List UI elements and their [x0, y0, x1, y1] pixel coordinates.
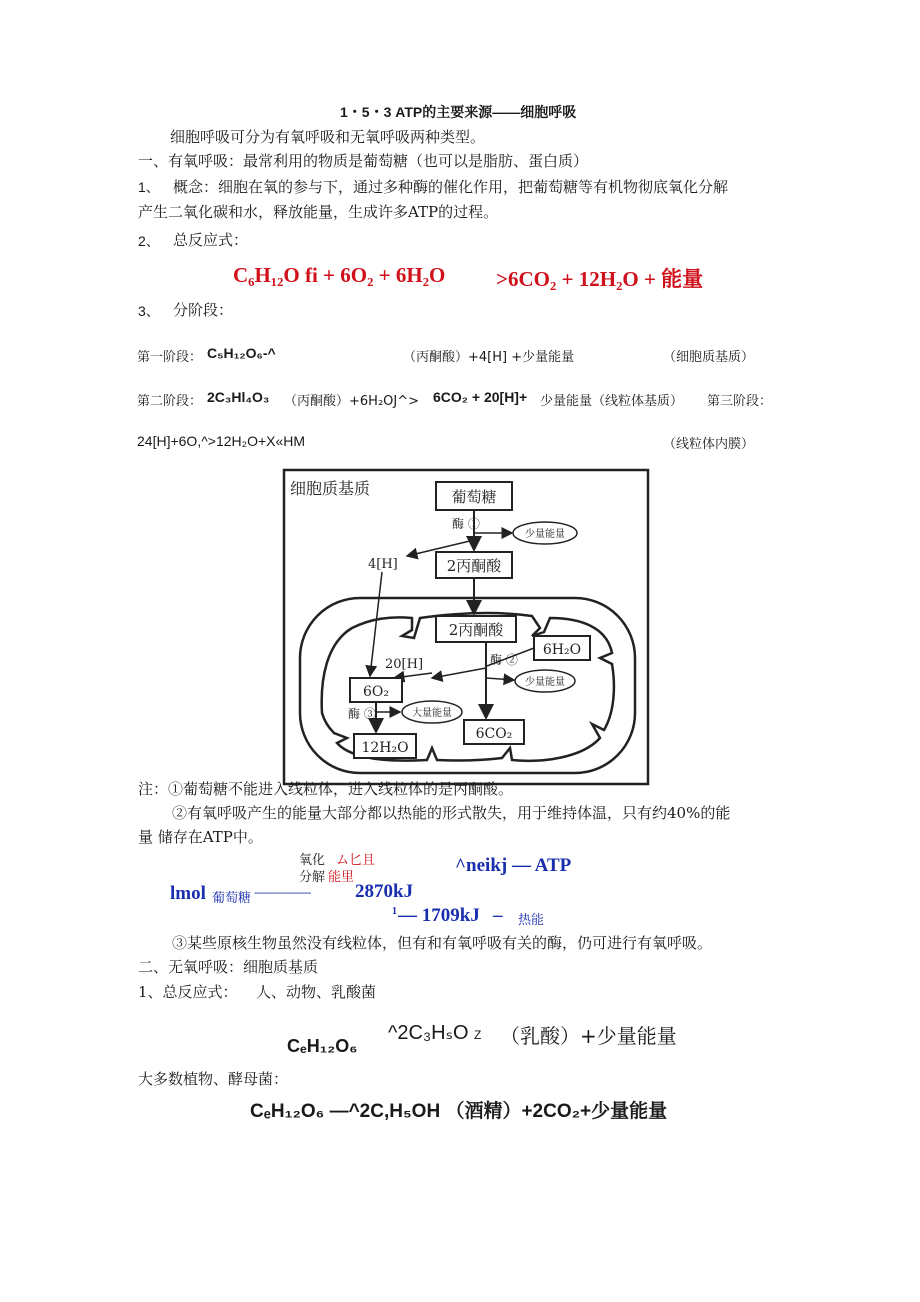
page-title: 1・5・3 ATP的主要来源——细胞呼吸 [340, 104, 577, 120]
small-energy2-label: 少量能量 [525, 677, 565, 688]
stages-label: 分阶段： [173, 301, 234, 319]
energy-heat: 热能 [518, 913, 545, 928]
energy-mol: lmol [170, 883, 206, 904]
large-energy-label: 大量能量 [412, 708, 452, 719]
section1-heading: 一、有氧呼吸：最常利用的物质是葡萄糖（也可以是脂肪、蛋白质） [138, 152, 589, 170]
section2-heading: 二、无氧呼吸：细胞质基质 [138, 958, 319, 976]
cellular-respiration-diagram [282, 468, 652, 788]
co2-label: 6CO₂ [475, 726, 513, 742]
energy-oxidation: 氧化 [299, 853, 326, 868]
energy-2870: 2870kJ [355, 881, 414, 902]
water6-label: 6H₂O [542, 642, 582, 658]
pyruvate2-label: 2丙酮酸 [448, 621, 504, 639]
stage1-formula: C₅H₁₂O₆-^ [207, 345, 276, 361]
anaerobic-total-label: 1、总反应式： [138, 983, 238, 1001]
intro-text: 细胞呼吸可分为有氧呼吸和无氧呼吸两种类型。 [170, 128, 486, 146]
enzyme2-label: 酶 ② [490, 653, 518, 667]
small-energy1-label: 少量能量 [525, 529, 565, 540]
total-equation-left: C₆H₁₂O fi + 6O₂ + 6H₂O [233, 263, 446, 287]
concept-line1: 概念：细胞在氧的参与下，通过多种酶的催化作用，把葡萄糖等有机物彻底氧化分解 [173, 178, 729, 196]
stage2-product: 6CO₂ + 20[H]+ [433, 389, 528, 405]
total-label: 总反应式： [173, 231, 249, 249]
stage3-place: （线粒体内膜） [663, 437, 755, 452]
lactic-eq-right: ^2C₃HₛO [388, 1022, 469, 1044]
concept-number: 1、 [138, 179, 160, 195]
h20-label: 20[H] [385, 657, 424, 672]
stage1-product: （丙酮酸）+4[H] +少量能量 [403, 350, 575, 365]
alcohol-equation: CₑH₁₂O₆ —^2C,H₅OH （酒精）+2CO₂+少量能量 [250, 1101, 668, 1122]
total-equation-right: >6CO₂ + 12H₂O + 能量 [496, 267, 704, 291]
lactic-eq-tail: （乳酸）+少量能量 [500, 1024, 677, 1048]
note1: 注：①葡萄糖不能进入线粒体，进入线粒体的是丙酮酸。 [138, 780, 514, 798]
anaerobic-organisms: 人、动物、乳酸菌 [256, 983, 377, 1001]
energy-decomposition: 分解 [299, 870, 326, 885]
stage2-formula: 2C₃Hl₄O₃ [207, 389, 270, 405]
lactic-eq-left: CₑH₁₂O₆ [287, 1036, 358, 1056]
stage2-label: 第二阶段： [137, 394, 203, 409]
concept-line2: 产生二氧化碳和水，释放能量，生成许多ATP的过程。 [138, 203, 499, 221]
total-number: 2、 [138, 233, 160, 249]
h4-label: 4[H] [368, 557, 398, 572]
glucose-label: 葡萄糖 [451, 488, 497, 506]
stages-number: 3、 [138, 303, 160, 319]
enzyme1-label: 酶 ① [452, 517, 480, 531]
stage1-label: 第一阶段： [137, 350, 203, 365]
energy-glucose: 葡萄糖 [212, 891, 252, 906]
plants-label: 大多数植物、酵母菌： [138, 1070, 289, 1088]
note3: ③某些原核生物虽然没有线粒体，但有和有氧呼吸有关的酶，仍可进行有氧呼吸。 [172, 934, 713, 952]
note2-line2: 量 储存在ATP中。 [138, 828, 263, 846]
energy-dashes: ------------------- [254, 886, 311, 899]
energy-1709: — 1709kJ [398, 905, 480, 926]
note2-line1: ②有氧呼吸产生的能量大部分都以热能的形式散失，用于维持体温，只有约40%的能 [172, 804, 731, 822]
water12-label: 12H₂O [361, 740, 409, 756]
stage3-formula: 24[H]+6O,^>12H₂O+X«HM [137, 433, 306, 449]
energy-superscript: 1 [392, 906, 397, 917]
stage2-rest: （丙酮酸）+6H₂OJ^> [284, 394, 420, 409]
stage3-label: 第三阶段： [707, 394, 773, 409]
energy-red-text2: 能里 [328, 870, 355, 885]
lactic-eq-z: Z [474, 1028, 482, 1042]
enzyme3-label: 酶 ③ [348, 707, 376, 721]
energy-atp: ^neikj — ATP [455, 855, 572, 876]
cytoplasm-label: 细胞质基质 [290, 479, 371, 498]
stage1-place: （细胞质基质） [663, 350, 755, 365]
energy-red-text1: ム匕且 [336, 853, 376, 868]
energy-dash2: – [493, 905, 503, 926]
pyruvate1-label: 2丙酮酸 [446, 557, 502, 575]
stage2-tail: 少量能量（线粒体基质） [540, 394, 684, 409]
o6-label: 6O₂ [363, 684, 389, 700]
